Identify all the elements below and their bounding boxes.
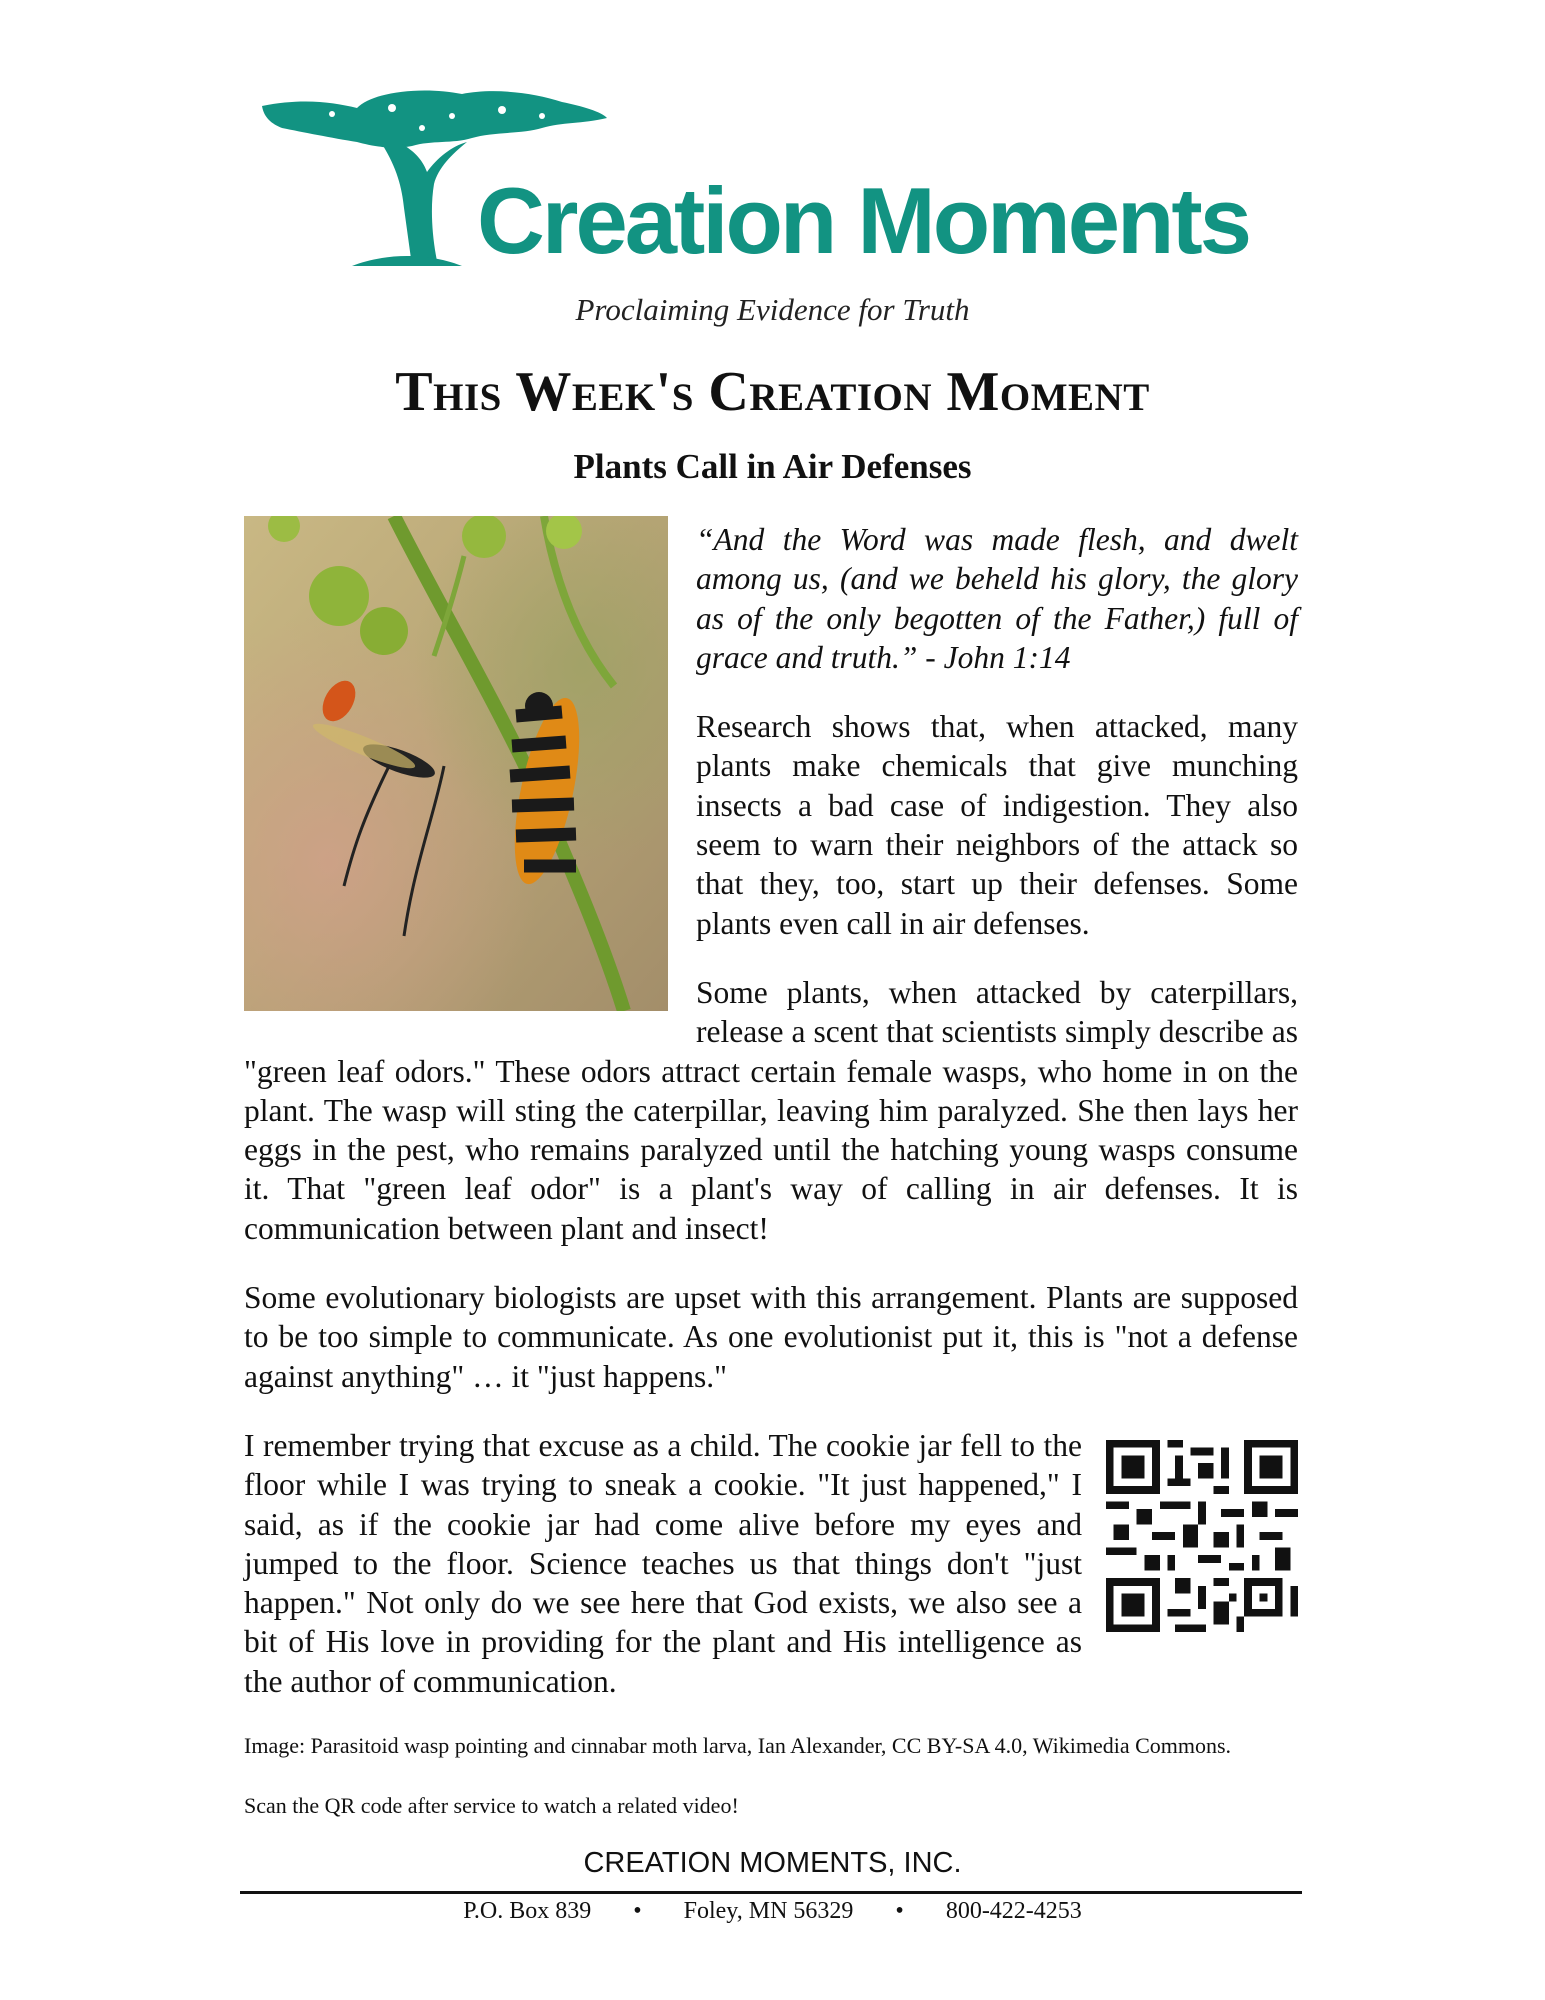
footer-contact — [0, 1898, 1545, 1925]
image-credit: Image: Parasitoid wasp pointing and cinnabar moth larva, Ian Alexander, CC BY-SA 4.0, Wikimedia Commons. — [244, 1733, 1232, 1759]
wasp-and-caterpillar-photo — [244, 516, 668, 1011]
footer-phone: 800-422-4253 — [945, 1898, 1082, 1924]
scan-note: Scan the QR code after service to watch a related video! — [244, 1793, 739, 1819]
article-title: Plants Call in Air Defenses — [573, 447, 972, 486]
separator-dot: • — [633, 1898, 642, 1924]
creation-moments-logo — [262, 88, 1282, 273]
footer-divider — [240, 1891, 1302, 1894]
paragraph-1: Research shows that, when attacked, many plants make chemicals that give munching insects a bad case of indigestion. They also seem to warn their neighbors of the attack so that they, too, start up their defenses. Some plants even call in air defenses. — [696, 709, 1298, 941]
paragraph-4: I remember trying that excuse as a child. The cookie jar fell to the floor while I was trying to sneak a cookie. "It just happened," I said, as if the cookie jar had come alive before my eyes and jumped to the floor. Science teaches us that things don't "just happen." Not only do we see here that God exists, we also see a bit of His love in providing for the plant and His intelligence as the author of communication. — [244, 1427, 1082, 1699]
qr-code[interactable] — [1106, 1440, 1298, 1632]
bible-verse: “And the Word was made flesh, and dwelt among us, (and we beheld his glory, the glory as of the only begotten of the Father,) full of grace and truth.” - John 1:14 — [696, 522, 1298, 675]
page-headline: This Week's Creation Moment — [395, 361, 1150, 423]
paragraph-2: Some plants, when attacked by caterpillars, release a scent that scientists simply describe as "green leaf odors." These odors attract certain female wasps, who home in on the plant. The wasp will sting the caterpillar, leaving him paralyzed. She then lays her eggs in the pest, who remains paralyzed until the hatching young wasps consume it. That "green leaf odor" is a plant's way of calling in air defenses. It is communication between plant and insect! — [244, 974, 1298, 1246]
tagline: Proclaiming Evidence for Truth — [575, 292, 970, 327]
brand-name: Creation Moments — [477, 168, 1249, 273]
paragraph-3: Some evolutionary biologists are upset with this arrangement. Plants are supposed to be too simple to communicate. As one evolutionist put it, this is "not a defense against anything" … it "just happens." — [244, 1280, 1298, 1394]
footer-org-name: CREATION MOMENTS, INC. — [583, 1847, 962, 1879]
article-body — [244, 516, 1298, 1821]
separator-dot: • — [895, 1898, 904, 1924]
footer-city: Foley, MN 56329 — [683, 1898, 854, 1924]
footer-address: P.O. Box 839 — [463, 1898, 592, 1924]
